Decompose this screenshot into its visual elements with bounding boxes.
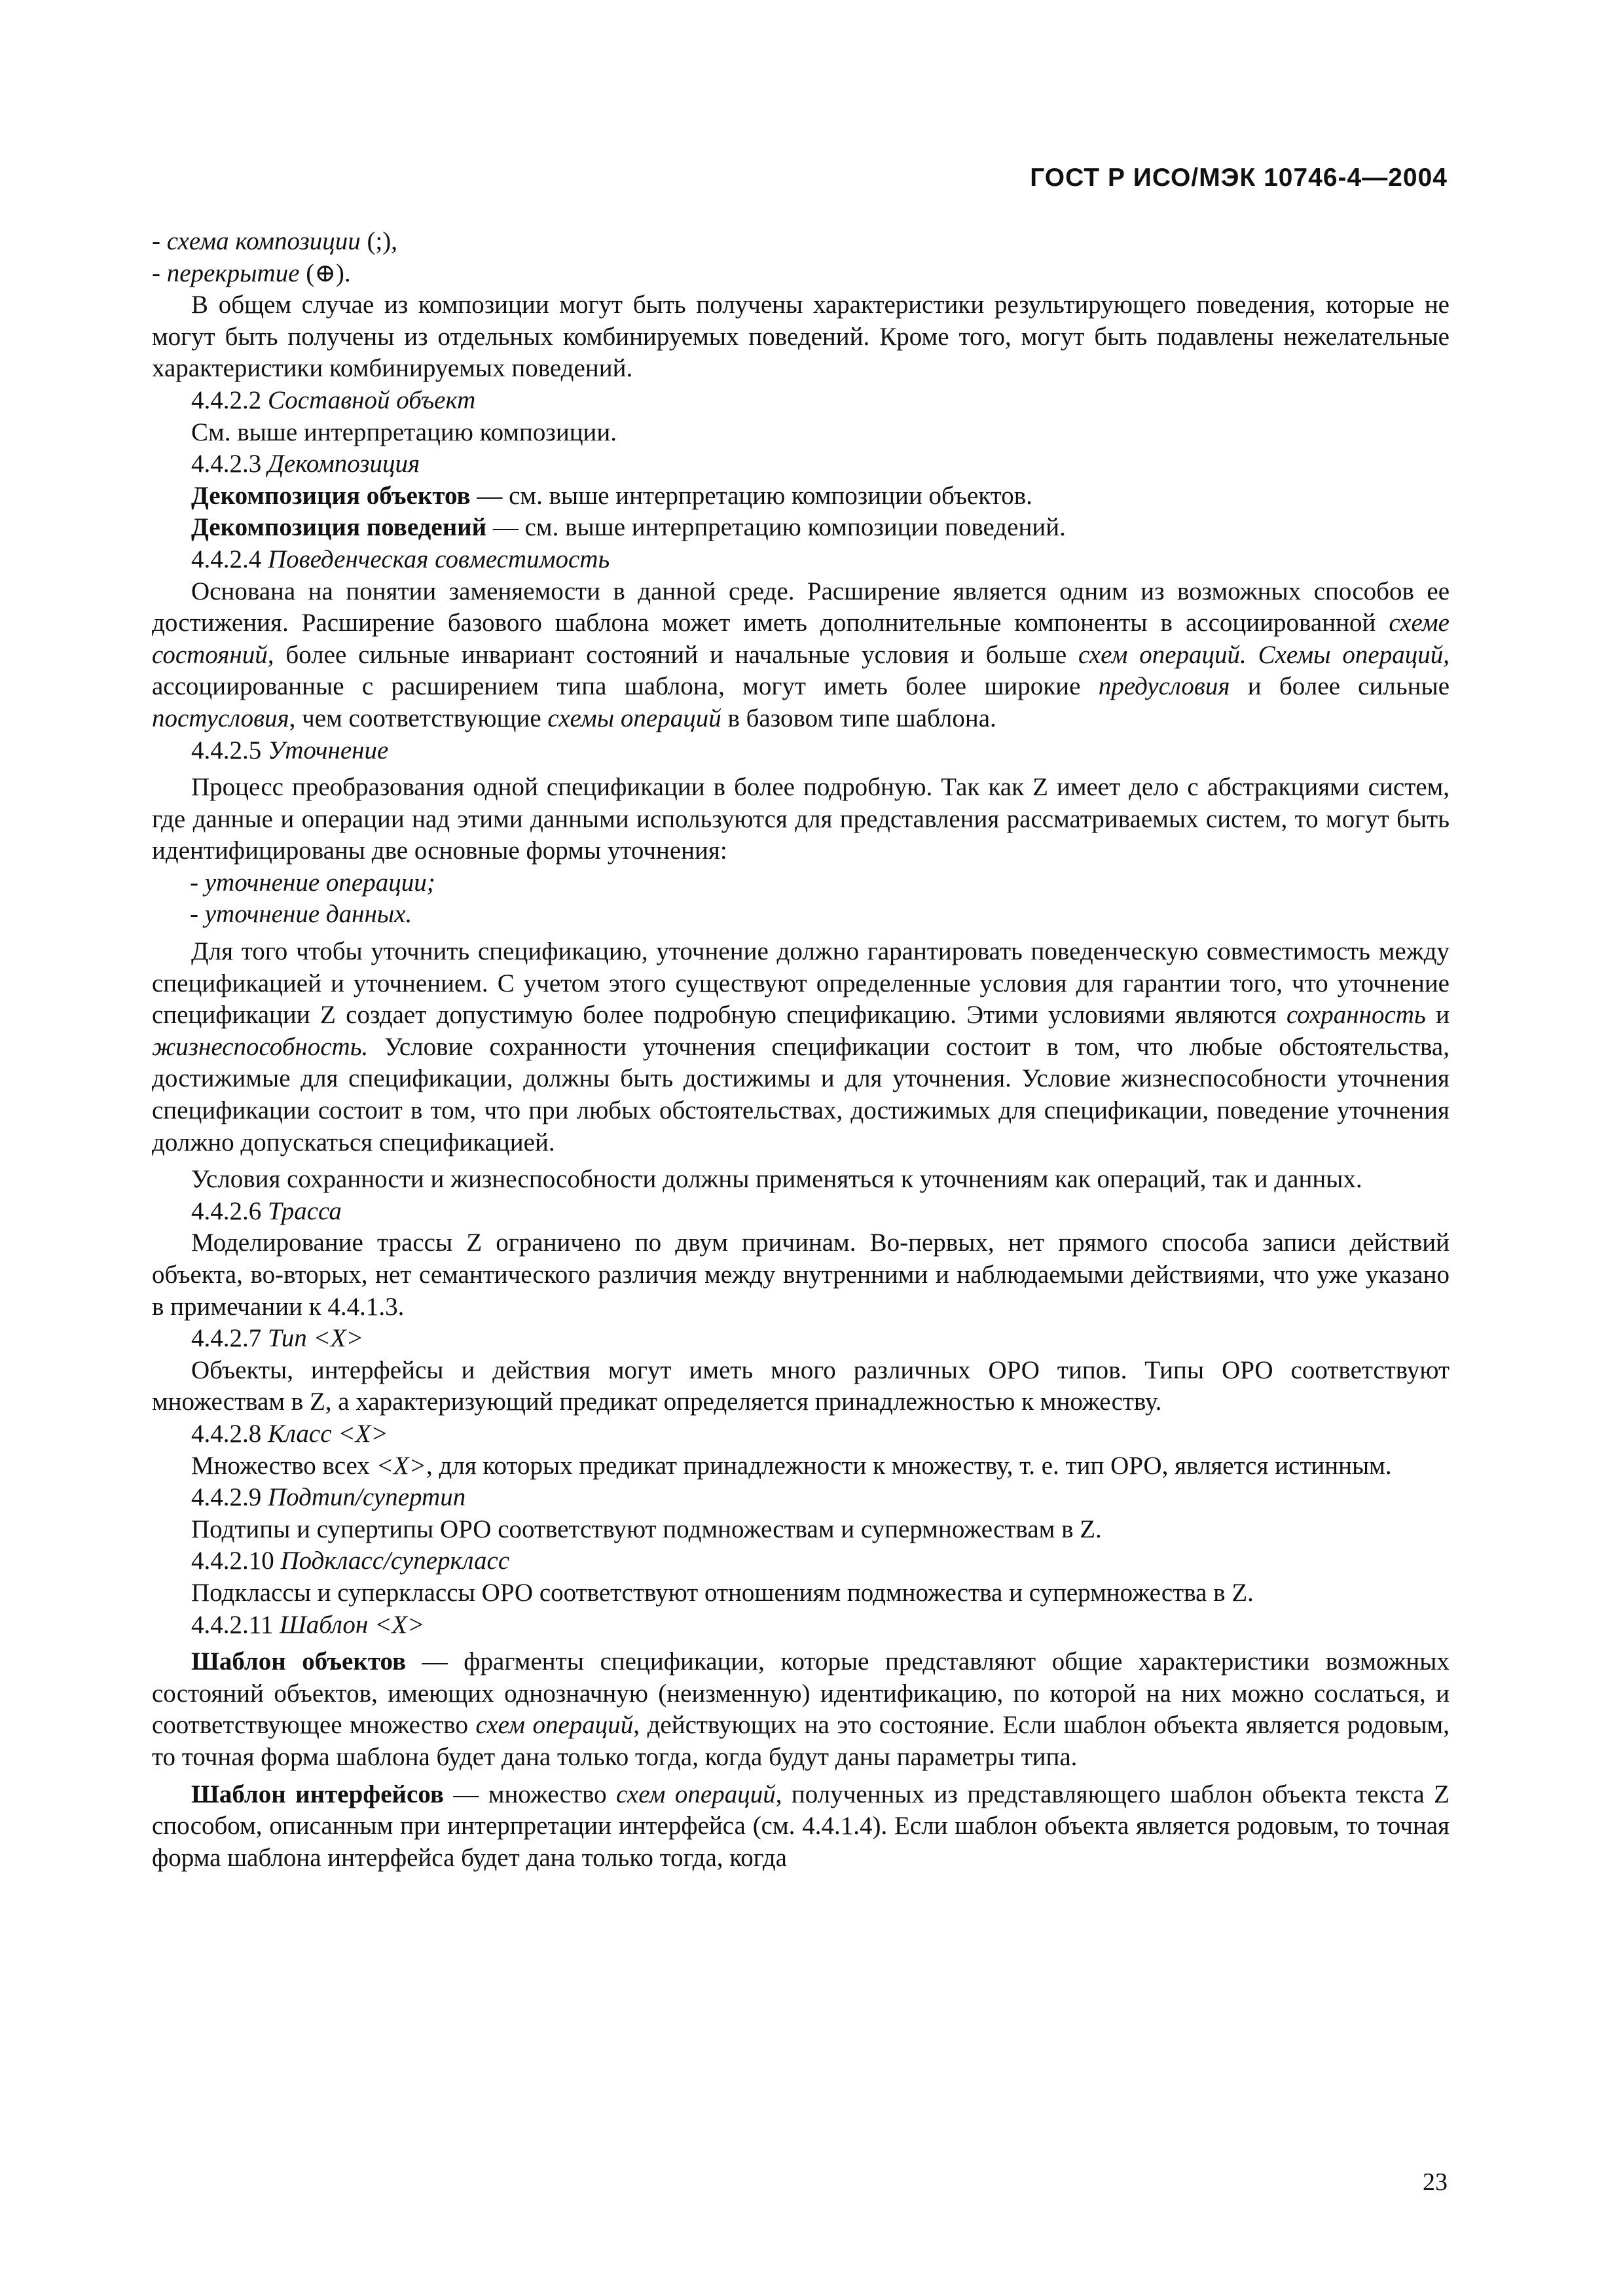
paragraph: Процесс преобразования одной спецификации в более подробную. Так как Z имеет дело с абстракциями систем, где данные и операции над этими данными используются для представления рассматриваемых систем, то могут быть идентифицированы две основные формы уточнения: bbox=[152, 773, 1450, 865]
paragraph: Декомпозиция поведений — см. выше интерпретацию композиции поведений. bbox=[191, 513, 1066, 542]
page-number: 23 bbox=[1423, 2168, 1448, 2196]
term: схема композиции bbox=[166, 227, 361, 255]
paragraph: Моделирование трассы Z ограничено по двум причинам. Во-первых, нет прямого способа записи действий объекта, во-вторых, нет семантического различия между внутренними и наблюдаемыми действиями, что уже указано в примечании к 4.4.1.3. bbox=[152, 1229, 1450, 1321]
paragraph: В общем случае из композиции могут быть получены характеристики результирующего поведения, которые не могут быть получены из отдельных комбинируемых поведений. Кроме того, могут быть подавлены нежелательные характеристики комбинируемых поведений. bbox=[152, 291, 1450, 383]
paragraph: Объекты, интерфейсы и действия могут иметь много различных ОРО типов. Типы ОРО соответствуют множествам в Z, а характеризующий предикат определяется принадлежностью к множеству. bbox=[152, 1355, 1450, 1416]
body-text bbox=[152, 226, 1450, 1874]
section-heading: 4.4.2.10 Подкласс/суперкласс bbox=[191, 1547, 510, 1575]
paragraph: Шаблон интерфейсов — множество схем операций, полученных из представляющего шаблон объекта текста Z способом, описанным при интерпретации интерфейса (см. 4.4.1.4). Если шаблон объекта является родовым, то точная форма шаблона интерфейса будет дана только тогда, когда bbox=[152, 1780, 1450, 1872]
standard-header: ГОСТ Р ИСО/МЭК 10746-4—2004 bbox=[1030, 164, 1448, 192]
section-heading: 4.4.2.2 Составной объект bbox=[191, 386, 476, 414]
section-heading: 4.4.2.6 Трасса bbox=[191, 1196, 342, 1225]
list-item: - схема композиции (;), bbox=[152, 227, 398, 255]
section-heading: 4.4.2.3 Декомпозиция bbox=[191, 450, 420, 478]
defined-term: Декомпозиция поведений bbox=[191, 513, 487, 542]
paragraph: Подтипы и супертипы ОРО соответствуют подмножествам и супермножествам в Z. bbox=[191, 1515, 1102, 1543]
term: перекрытие bbox=[166, 259, 300, 287]
defined-term: Шаблон интерфейсов bbox=[191, 1780, 444, 1808]
section-heading: 4.4.2.11 Шаблон <X> bbox=[191, 1610, 425, 1639]
list-item: - уточнение данных. bbox=[190, 900, 412, 929]
list-item: - уточнение операции; bbox=[190, 868, 435, 897]
paragraph: Декомпозиция объектов — см. выше интерпретацию композиции объектов. bbox=[191, 481, 1032, 510]
list-item: - перекрытие (⊕). bbox=[152, 259, 351, 287]
paragraph: Для того чтобы уточнить спецификацию, уточнение должно гарантировать поведенческую совместимость между спецификацией и уточнением. С учетом этого существуют определенные условия для гарантии того, что уточнение спецификации Z создает допустимую более подробную спецификацию. Этими условиями являются сохранность и жизнеспособность. Условие сохранности уточнения спецификации состоит в том, что любые обстоятельства, достижимые для спецификации, должны быть достижимы и для уточнения. Условие жизнеспособности уточнения спецификации состоит в том, что при любых обстоятельствах, достижимых для спецификации, поведение уточнения должно допускаться спецификацией. bbox=[152, 937, 1450, 1157]
paragraph: См. выше интерпретацию композиции. bbox=[191, 418, 617, 446]
section-heading: 4.4.2.8 Класс <X> bbox=[191, 1419, 388, 1448]
defined-term: Декомпозиция объектов bbox=[191, 481, 471, 510]
paragraph: Шаблон объектов — фрагменты спецификации, которые представляют общие характеристики возможных состояний объектов, имеющих однозначную (неизменную) идентификацию, по которой на них можно сослаться, и соответствующее множество схем операций, действующих на это состояние. Если шаблон объекта является родовым, то точная форма шаблона будет дана только тогда, когда будут даны параметры типа. bbox=[152, 1647, 1450, 1771]
paragraph: Основана на понятии заменяемости в данной среде. Расширение является одним из возможных способов ее достижения. Расширение базового шаблона может иметь дополнительные компоненты в ассоциированной схеме состояний, более сильные инвариант состояний и начальные условия и больше схем операций. Схемы операций, ассоциированные с расширением типа шаблона, могут иметь более широкие предусловия и более сильные постусловия, чем соответствующие схемы операций в базовом типе шаблона. bbox=[152, 577, 1450, 732]
section-heading: 4.4.2.4 Поведенческая совместимость bbox=[191, 545, 610, 573]
paragraph: Множество всех <X>, для которых предикат принадлежности к множеству, т. е. тип ОРО, является истинным. bbox=[191, 1451, 1392, 1480]
section-heading: 4.4.2.9 Подтип/супертип bbox=[191, 1483, 466, 1512]
defined-term: Шаблон объектов bbox=[191, 1647, 407, 1676]
section-heading: 4.4.2.7 Тип <X> bbox=[191, 1324, 363, 1353]
paragraph: Подклассы и суперклассы ОРО соответствуют отношениям подмножества и супермножества в Z. bbox=[191, 1578, 1254, 1607]
paragraph: Условия сохранности и жизнеспособности должны применяться к уточнениям как операций, так и данных. bbox=[191, 1165, 1362, 1194]
section-heading: 4.4.2.5 Уточнение bbox=[191, 736, 389, 764]
